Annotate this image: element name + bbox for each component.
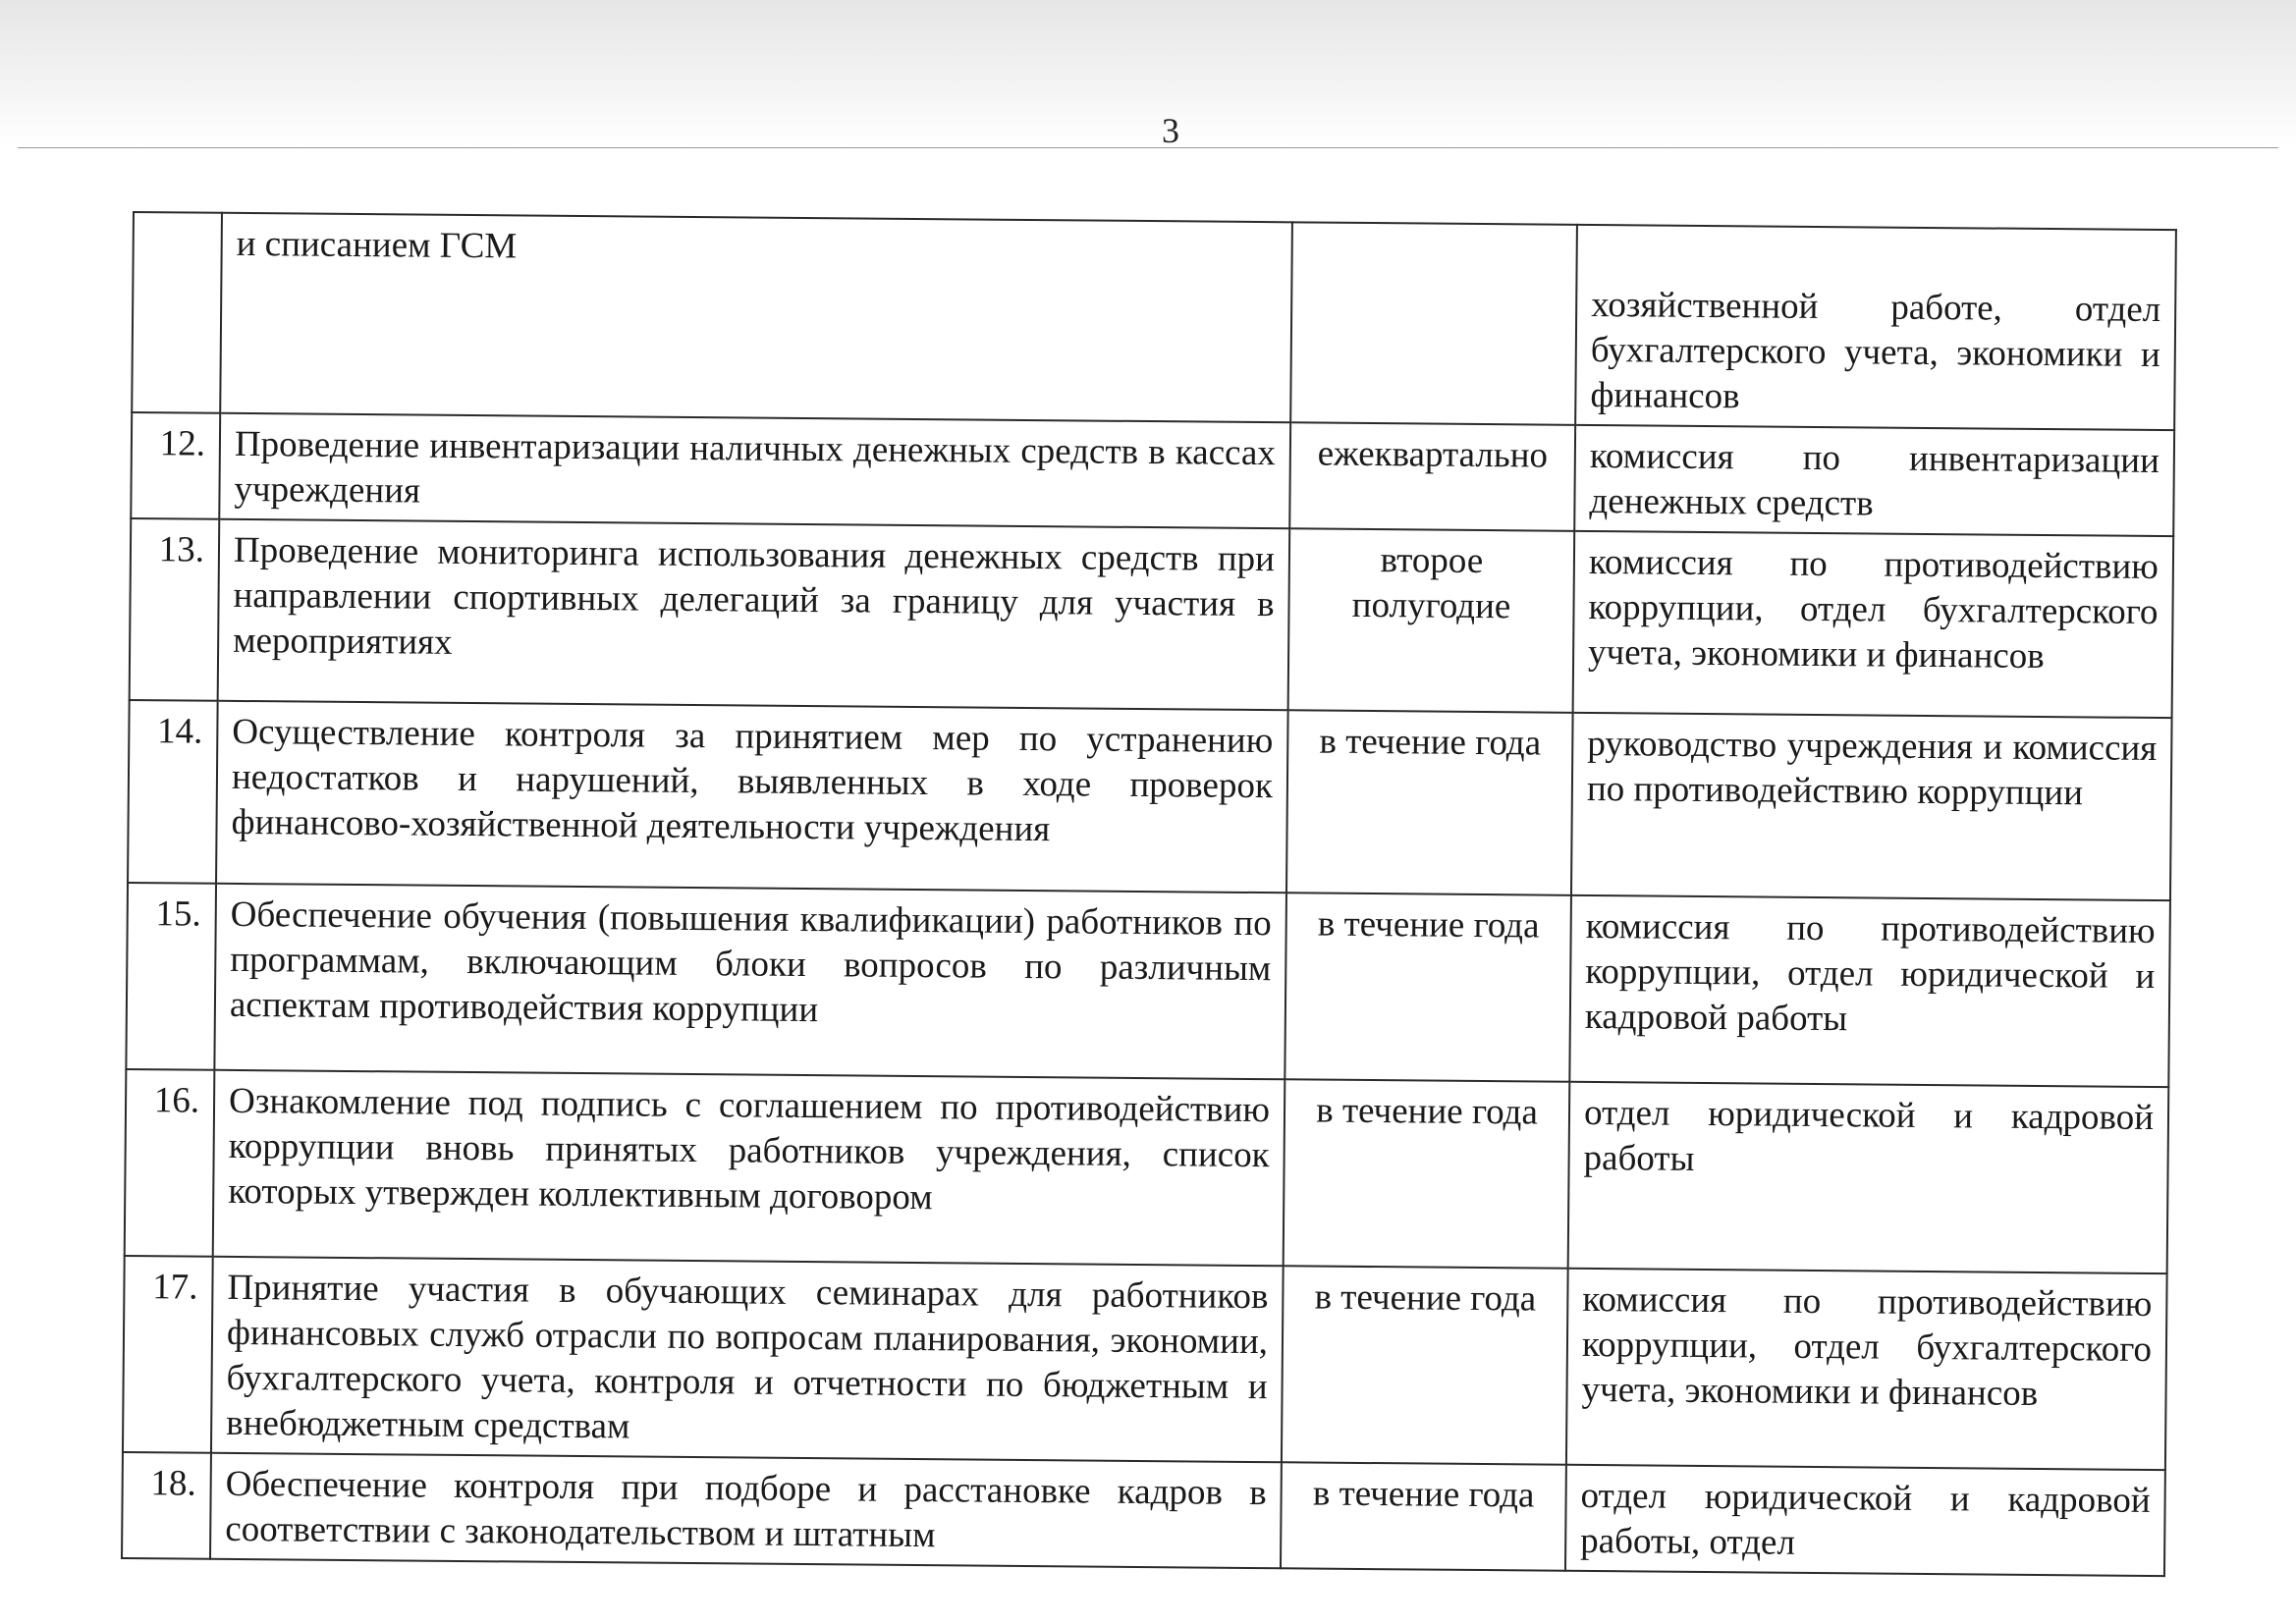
- row-number: 14.: [128, 700, 218, 884]
- row-number: 17.: [123, 1256, 213, 1453]
- row-term: [1290, 222, 1577, 425]
- row-event: Осуществление контроля за принятием мер по устранению недостатков и нарушений, выявленных в ходе проверок финансово-хозяйственной деятельности учреждения: [216, 701, 1288, 893]
- row-responsible: отдел юридической и кадровой работы: [1568, 1082, 2169, 1273]
- row-term: в течение года: [1284, 1079, 1570, 1269]
- table-row: [130, 518, 2174, 718]
- row-event: Проведение инвентаризации наличных денежных средств в кассах учреждения: [219, 413, 1290, 529]
- row-term: в течение года: [1282, 1266, 1568, 1465]
- row-responsible: [1575, 225, 2176, 430]
- table-row: [126, 883, 2170, 1087]
- table-row: [125, 1069, 2169, 1273]
- row-term: в течение года: [1281, 1462, 1566, 1571]
- row-responsible: комиссия по противодействию коррупции, отдел юридической и кадровой работы: [1569, 895, 2170, 1087]
- table-row-continuation: [132, 212, 2176, 430]
- row-event: Принятие участия в обучающих семинарах для работников финансовых служб отрасли по вопросам планирования, экономии, бухгалтерского учета, контроля и отчетности по бюджетным и внебюджетным средствам: [211, 1257, 1284, 1463]
- table-row: [131, 412, 2174, 536]
- row-number: [132, 212, 222, 413]
- row-term: ежеквартально: [1289, 422, 1575, 531]
- row-event: Ознакомление под подпись с соглашением по противодействию коррупции вновь принятых работников учреждения, список которых утвержден коллективным договором: [213, 1070, 1285, 1267]
- row-term: второе полугодие: [1288, 528, 1575, 713]
- row-responsible: комиссия по противодействию коррупции, отдел бухгалтерского учета, экономики и финансов: [1566, 1269, 2167, 1470]
- row-term: в течение года: [1286, 710, 1573, 895]
- row-event: Обеспечение контроля при подборе и расстановке кадров в соответствии с законодательством и штатным: [210, 1453, 1282, 1569]
- measures-table: [121, 211, 2177, 1577]
- row-event: Обеспечение обучения (повышения квалификации) работников по программам, включающим блоки вопросов по различным аспектам противодействия коррупции: [214, 884, 1286, 1080]
- row-responsible-text: хозяйственной работе, отдел бухгалтерского учета, экономики и финансов: [1590, 284, 2161, 417]
- row-number: 16.: [125, 1069, 215, 1257]
- scan-shading: [0, 0, 2296, 147]
- row-number: 12.: [131, 412, 220, 519]
- row-event: Проведение мониторинга использования денежных средств при направлении спортивных делегаций за границу для участия в мероприятиях: [218, 519, 1290, 711]
- table-row: [128, 700, 2172, 900]
- table-row: [123, 1256, 2167, 1470]
- row-responsible: комиссия по противодействию коррупции, отдел бухгалтерского учета, экономики и финансов: [1573, 531, 2174, 718]
- row-term: в течение года: [1285, 893, 1571, 1082]
- row-number: 13.: [130, 518, 220, 701]
- row-event: и списанием ГСМ: [220, 213, 1292, 423]
- row-responsible: отдел юридической и кадровой работы, отдел: [1565, 1465, 2165, 1576]
- row-number: 15.: [126, 883, 216, 1070]
- measures-table-wrapper: [121, 211, 2175, 1577]
- page-number: 3: [1162, 111, 1179, 150]
- table-row: [122, 1452, 2165, 1576]
- header-rule: [18, 147, 2278, 148]
- row-responsible: комиссия по инвентаризации денежных средств: [1574, 425, 2174, 536]
- row-number: 18.: [122, 1452, 211, 1559]
- row-responsible: руководство учреждения и комиссия по противодействию коррупции: [1571, 713, 2172, 900]
